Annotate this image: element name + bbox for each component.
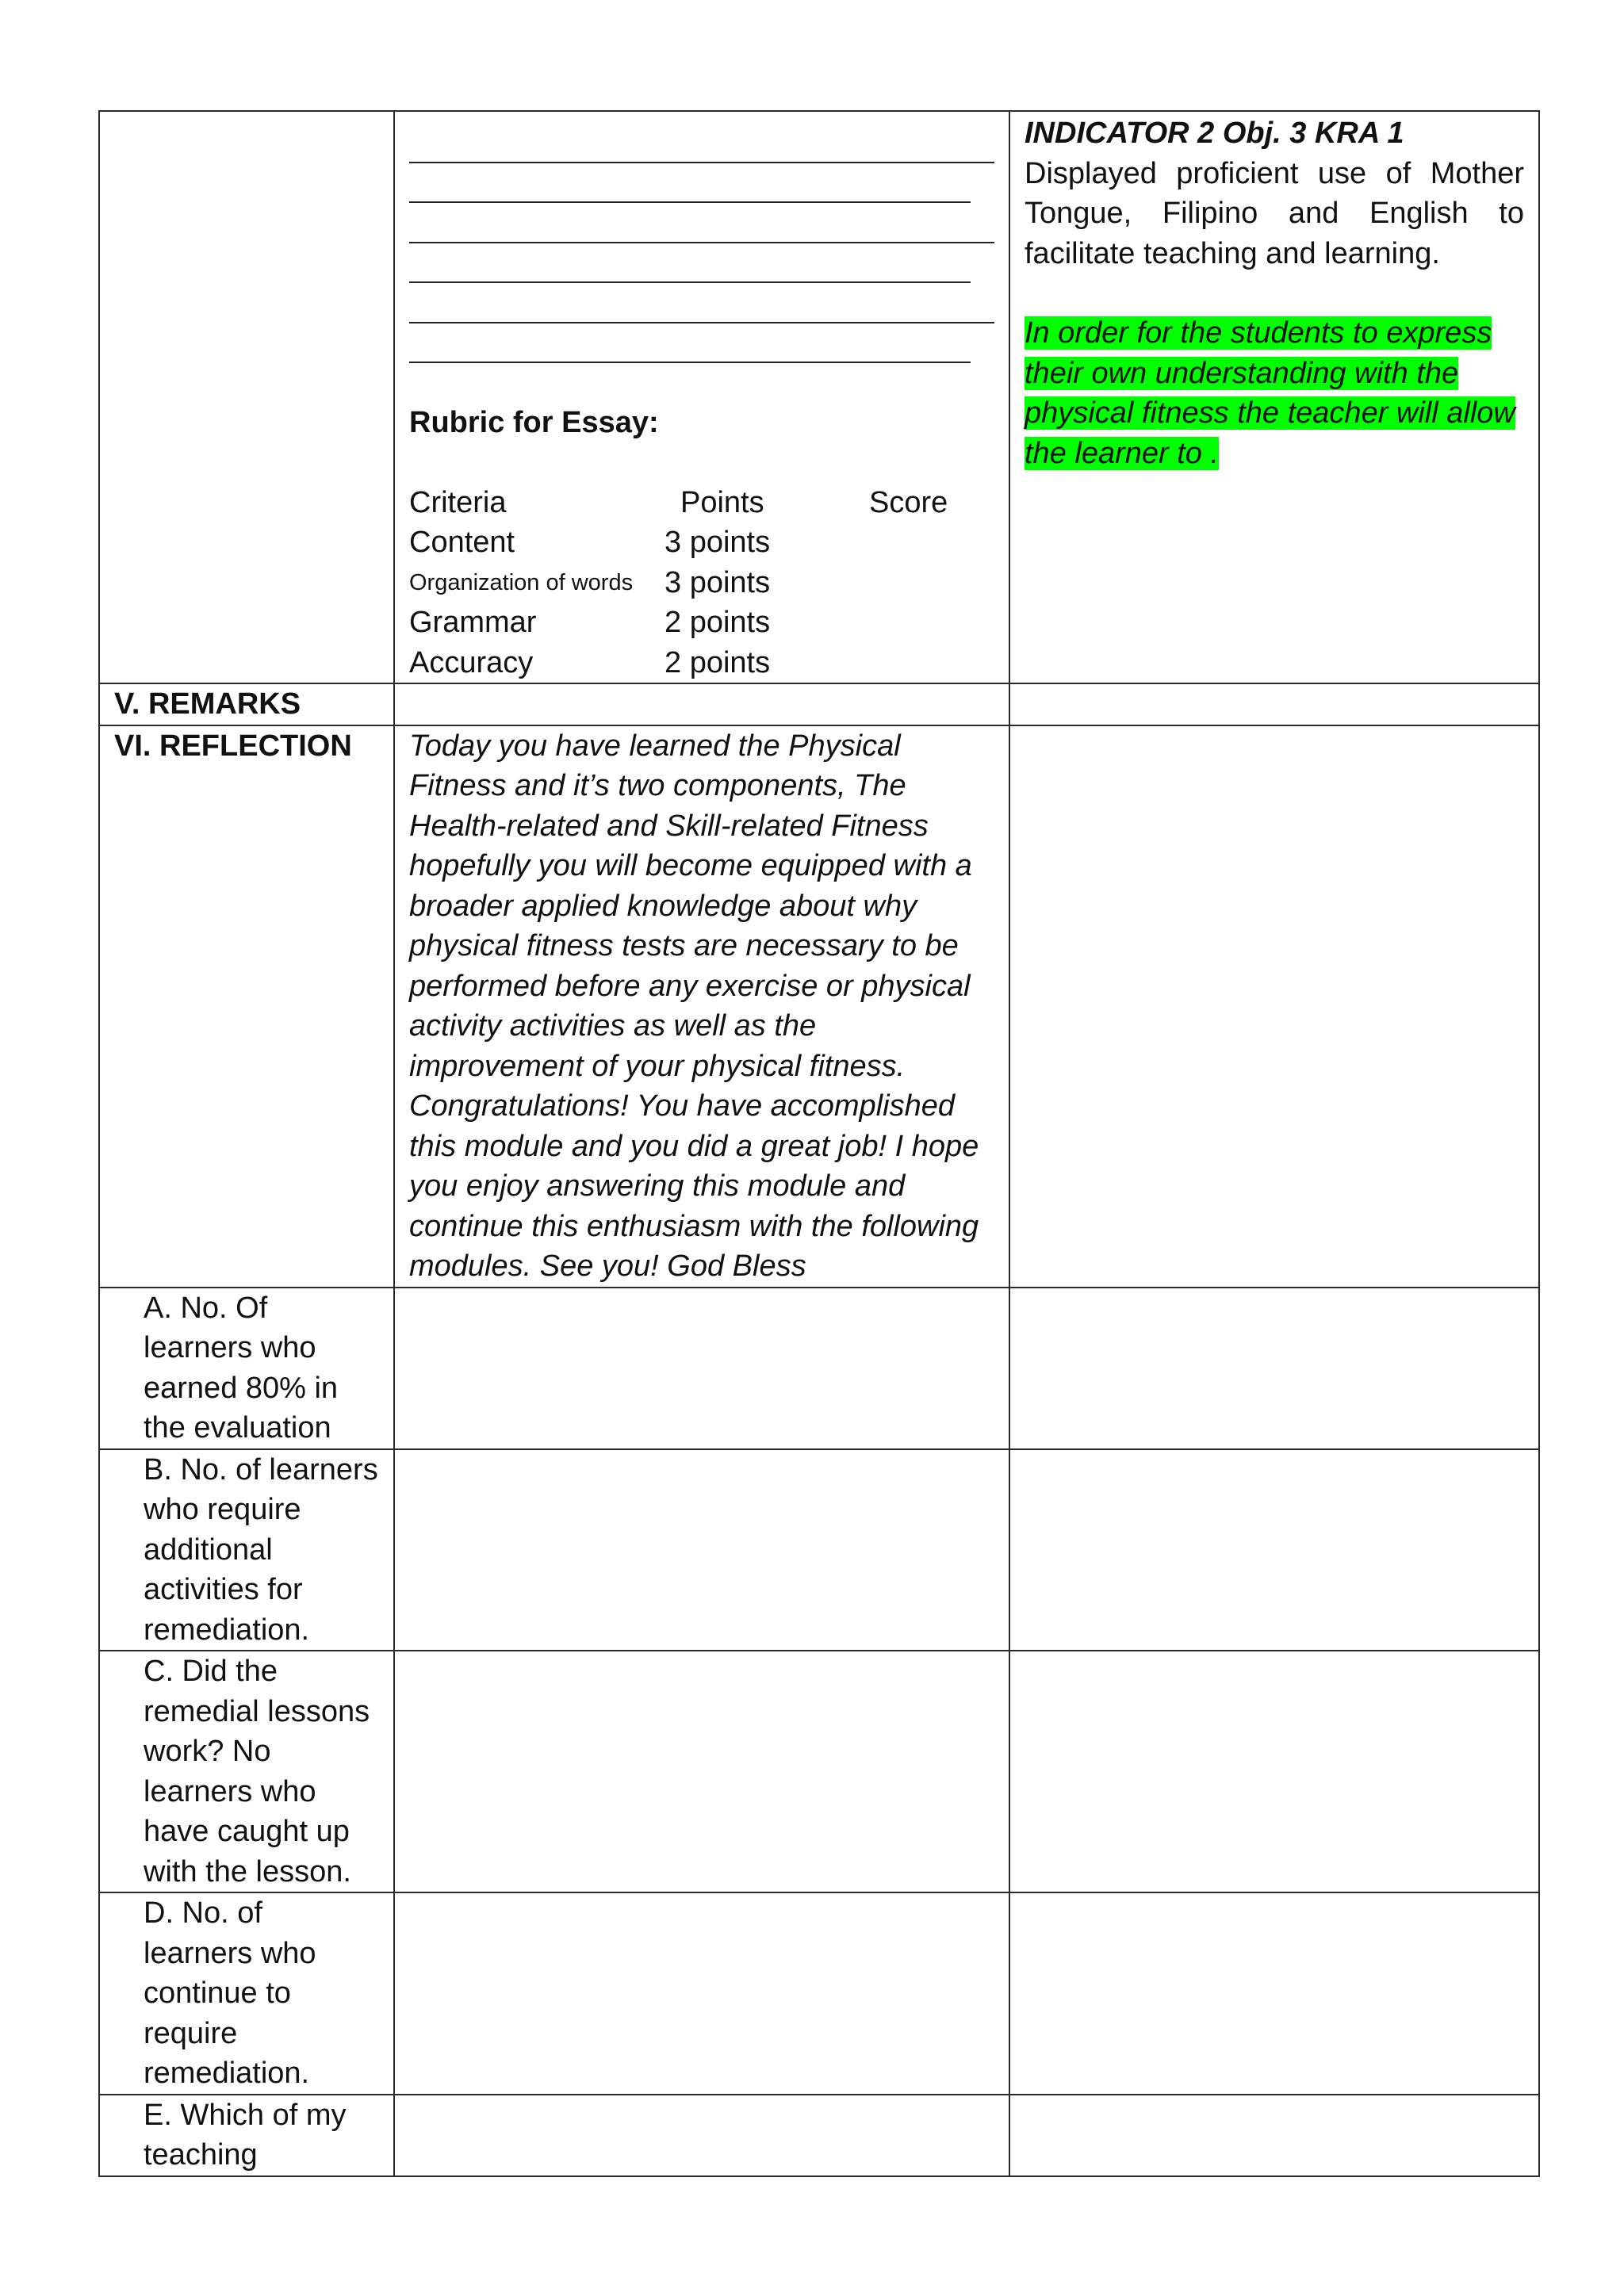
rubric-item xyxy=(409,643,994,683)
indicator-cell xyxy=(1009,111,1539,683)
item-notes-cell xyxy=(1009,1449,1539,1651)
rubric-points: 3 points xyxy=(665,526,771,559)
item-cell xyxy=(394,2095,1009,2176)
item-notes-cell xyxy=(1009,2095,1539,2176)
indicator-note-wrap xyxy=(1025,313,1524,473)
rubric-points: 3 points xyxy=(665,565,771,599)
rubric-title: Rubric for Essay: xyxy=(409,406,659,439)
item-cell xyxy=(394,1288,1009,1449)
item-cell xyxy=(394,1651,1009,1892)
item-row-e xyxy=(99,2095,1539,2176)
item-notes-cell xyxy=(1009,1288,1539,1449)
essay-cell xyxy=(394,111,1009,683)
remarks-notes-cell xyxy=(1009,683,1539,725)
item-row-c xyxy=(99,1651,1539,1892)
rubric-header-criteria: Criteria xyxy=(409,485,507,519)
rubric-points: 2 points xyxy=(665,645,771,679)
rubric-criteria: Organization of words xyxy=(409,569,634,595)
answer-line xyxy=(409,323,971,364)
item-label-c: C. Did the remedial lessons work? No learners who have caught up with the lesson. xyxy=(99,1651,394,1892)
answer-line xyxy=(409,203,994,243)
rubric-header xyxy=(409,483,994,523)
rubric-header-score: Score xyxy=(869,485,948,519)
rubric-item xyxy=(409,522,994,563)
remarks-row xyxy=(99,683,1539,725)
rubric-criteria: Content xyxy=(409,526,515,559)
rubric-criteria: Grammar xyxy=(409,606,537,639)
lesson-plan-table xyxy=(98,110,1540,2177)
reflection-label: VI. REFLECTION xyxy=(99,725,394,1288)
item-label-b: B. No. of learners who require additional activities for remediation. xyxy=(99,1449,394,1651)
item-notes-cell xyxy=(1009,1651,1539,1892)
answer-line xyxy=(409,283,994,323)
answer-line xyxy=(409,123,994,163)
item-label-e: E. Which of my teaching xyxy=(99,2095,394,2176)
rubric-item xyxy=(409,603,994,643)
reflection-text: Today you have learned the Physical Fitness and it’s two components, The Health-related and Skill-related Fitness hopefully you will become equipped with a broader applied knowledge about why physical fitness tests are necessary to be performed before any exercise or physical activity activities as well as the improvement of your physical fitness. Congratulations! You have accomplished this module and you did a great job! I hope you enjoy answering this module and continue this enthusiasm with the following modules. See you! God Bless xyxy=(394,725,1009,1288)
rubric-header-points: Points xyxy=(680,485,764,519)
answer-line xyxy=(409,163,971,204)
item-cell xyxy=(394,1892,1009,2095)
remarks-label: V. REMARKS xyxy=(99,683,394,725)
remarks-cell xyxy=(394,683,1009,725)
evaluation-row xyxy=(99,111,1539,683)
rubric-item xyxy=(409,563,994,603)
empty-label-cell xyxy=(99,111,394,683)
indicator-description: Displayed proficient use of Mother Tongue, Filipino and English to facilitate teaching and learning. xyxy=(1025,156,1524,270)
item-cell xyxy=(394,1449,1009,1651)
indicator-title: INDICATOR 2 Obj. 3 KRA 1 xyxy=(1025,117,1404,150)
item-row-d xyxy=(99,1892,1539,2095)
item-label-d: D. No. of learners who continue to require remediation. xyxy=(99,1892,394,2095)
reflection-notes-cell xyxy=(1009,725,1539,1288)
item-notes-cell xyxy=(1009,1892,1539,2095)
indicator-note: In order for the students to express their own understanding with the physical fitness the teacher will allow the learner to . xyxy=(1025,316,1515,470)
rubric-points: 2 points xyxy=(665,606,771,639)
item-row-a xyxy=(99,1288,1539,1449)
reflection-row xyxy=(99,725,1539,1288)
item-row-b xyxy=(99,1449,1539,1651)
item-label-a: A. No. Of learners who earned 80% in the evaluation xyxy=(99,1288,394,1449)
rubric-criteria: Accuracy xyxy=(409,645,534,679)
answer-line xyxy=(409,243,971,284)
